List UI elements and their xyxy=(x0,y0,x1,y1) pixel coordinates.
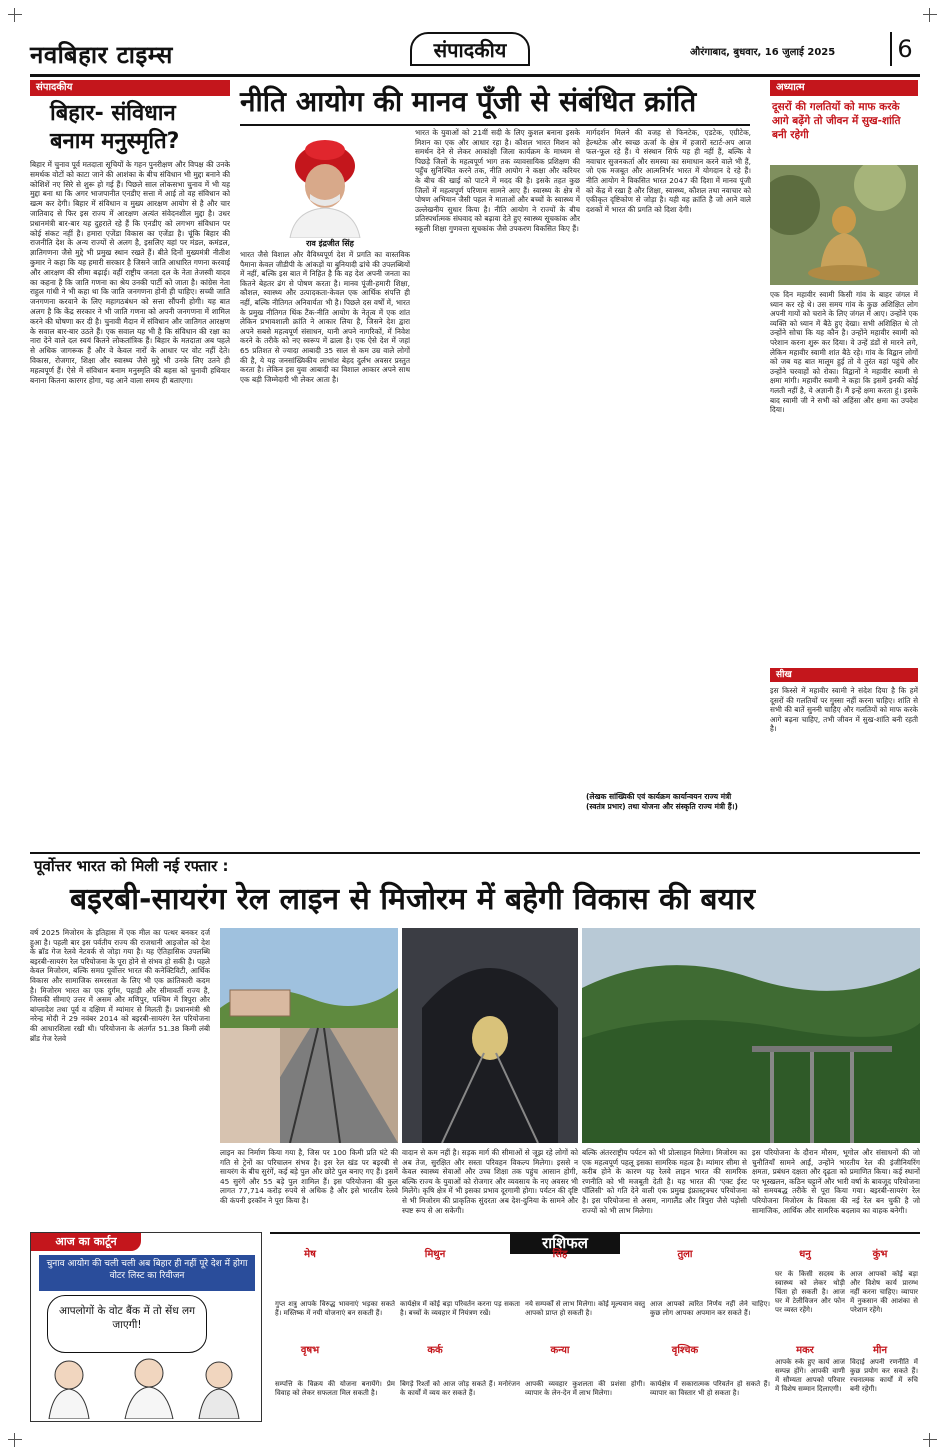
rashi-meen-name: मीन xyxy=(872,1345,888,1356)
rashi-mithun-name: मिथुन xyxy=(424,1249,446,1260)
author-byline: राव इंद्रजीत सिंह xyxy=(306,239,354,248)
editorial-headline-rule xyxy=(240,124,750,126)
rashi-dhanu-name: धनु xyxy=(799,1249,811,1260)
rashi-tula-text: आज आपको त्वरित निर्णय नहीं लेने चाहिए। कुछ लोग आपका अपमान कर सकते हैं। xyxy=(650,1300,770,1317)
rashi-meen-text: विदाई अपनी रणनीति में कुछ प्रयोग कर सकते हैं। रचनात्मक कार्यों में रुचि बनी रहेगी। xyxy=(850,1358,918,1393)
author-photo xyxy=(270,128,380,238)
section-tab: संपादकीय xyxy=(410,32,530,66)
left-body: बिहार में चुनाव पूर्व मतदाता सूचियों के गहन पुनरीक्षण और विपक्ष की उनके समर्थक वोटों को काटा जाने की आशंका के बीच संविधान भी मुद्दा बनाने की कोशिशें नए सिरे से शुरू हो गई हैं। पिछले साल लोकसभा चुनाव में भी यह मुद्दा बना था कि अगर भाजपानीत एनडीए सत्ता में आई तो वह संविधान को खत्म कर देगी। बिहार में संविधान व मुख्य आरक्षण आयोग से है और चार जातिवाद से फिर इस राज्य में आरक्षण अत्यंत संवेदनशील मुद्दा है। उधर प्रधानमंत्री बार-बार यह दुहराते रहे हैं कि एनडीए को लगभग संविधान पर कोई संकट नहीं है। हमारा एजेंडा विकास का एजेंडा है। चूंकि बिहार की राजनीति देश के अन्य राज्यों से अलग है, इसलिए यहां पर मंडल, कमंडल, ज्ञातिगणना जैसे मुद्दे भी प्रमुख स्थान रखते हैं। बीते दिनों मुख्यमंत्री नीतीश कुमार ने कहा कि यह हमारी सरकार है जिसने जाति आधारित गणना करवाई और आरक्षण की सीमा बढ़ाई। वहीं राष्ट्रीय जनता दल के नेता तेजस्वी यादव का कहना है कि जाति गणना का श्रेय उनकी पार्टी को जाता है। कांग्रेस नेता राहुल गांधी ने भी कहा था कि जाति जनगणना होनी ही चाहिए। सच्ची जाति जनगणना करवाने के लिए महागठबंधन को सत्ता सौंपनी होगी। यह बात अलग है कि केंद्र सरकार ने भी जाति गणना को अपनी जनगणना में शामिल करने की घोषणा कर दी है। चुनावी मैदान में संविधान और जातिगत आरक्षण के सवाल बार-बार उठते हैं। एक सवाल यह भी है कि संविधान की रक्षा का नारा देने वाले दल स्वयं कितने लोकतांत्रिक हैं। बिहार के मतदाता अब पहले से अधिक जागरूक हैं और वे केवल नारों के आधार पर वोट नहीं देते। विकास, रोजगार, शिक्षा और स्वास्थ्य जैसे मुद्दे भी उनके लिए उतने ही महत्वपूर्ण हैं। ऐसे में संविधान बनाम मनुस्मृति की बहस को चुनावी हथियार बनाना कितना कारगर होगा, यह आने वाला समय ही बताएगा। xyxy=(30,160,230,385)
rashi-vrishchik-text: कार्यक्षेत्र में सकारात्मक परिवर्तन हो सकते हैं। व्यापार का विस्तार भी हो सकता है। xyxy=(650,1380,770,1397)
registration-mark xyxy=(923,8,937,22)
lesson-body: इस किस्से में महावीर स्वामी ने संदेश दिया है कि हमें दूसरों की गलतियों पर गुस्सा नहीं करना चाहिए। शांति से सभी की बातें सुननी चाहिए और गलतियों को माफ करके आगे बढ़ना चाहिए, तभी जीवन में सुख-शांति बनी रहती है। xyxy=(770,686,918,734)
right-section-label: अध्यात्म xyxy=(770,80,918,96)
registration-mark xyxy=(923,1433,937,1447)
rail-col-5: इस परियोजना के दौरान मौसम, भूगोल और संसाधनों की जो चुनौतियाँ सामने आईं, उन्होंने भारतीय रेल की इंजीनियरिंग क्षमता, प्रबंधन दक्षता और दृढ़ता को प्रमाणित किया। कई स्थानों पर भूस्खलन, कठिन चट्टानें और भारी वर्षा के बावजूद परियोजना को समयबद्ध तरीके से पूरा किया गया। बइरबी-सायरंग रेल परियोजना मिजोरम के विकास की नई रेल बन चुकी है जो सामाजिक, आर्थिक और सामरिक बदलाव का वाहक बनेगी। xyxy=(752,1148,920,1215)
dateline: औरंगाबाद, बुधवार, 16 जुलाई 2025 xyxy=(690,47,836,58)
cartoon-label: आज का कार्टून xyxy=(31,1233,141,1251)
rail-col-3: वादान से कम नहीं है। सड़क मार्ग की सीमाओं से जूझ रहे लोगों को अब तेज, सुरक्षित और सस्ता परिवहन विकल्प मिलेगा। इससे न केवल स्वास्थ्य सेवाओं और उच्च शिक्षा तक पहुंच आसान होगी, बल्कि राज्य के युवाओं को रोजगार और व्यवसाय के नए अवसर भी मिलेंगे। कृषि क्षेत्र में भी इसका प्रभाव दूरगामी होगा। पर्यटन की दृष्टि से भी मिजोरम की प्राकृतिक सुंदरता अब देश-दुनिया के सामने और स्पष्ट रूप से आ सकेगी। xyxy=(402,1148,578,1215)
rashi-kark-name: कर्क xyxy=(427,1345,443,1356)
masthead-rule xyxy=(30,74,920,77)
registration-mark xyxy=(8,8,22,22)
editorial-footer-note: (लेखक सांख्यिकी एवं कार्यक्रम कार्यान्वयन राज्य मंत्री (स्वतंत्र प्रभार) तथा योजना और संस्कृति राज्य मंत्री हैं।) xyxy=(586,792,738,811)
rail-photo-bridge xyxy=(582,928,920,1143)
meditation-photo xyxy=(770,165,918,285)
editorial-col-1: भारत जैसे विशाल और वैविध्यपूर्ण देश में प्रगति का वास्तविक पैमाना केवल जीडीपी के आंकड़ों या बुनियादी ढांचे की उपलब्धियों में नहीं, बल्कि इस बात में निहित है कि वह देश अपनी जनता का कितने बेहतर ढंग से पोषण करता है। मानव पूंजी-हमारी शिक्षा, कौशल, स्वास्थ्य और उत्पादकता-केवल एक आर्थिक संपत्ति ही नहीं, बल्कि नीतिगत अनिवार्यता भी है। पिछले दस वर्षों में, भारत के प्रमुख नीतिगत थिंक टैंक-नीति आयोग के नेतृत्व में एक शांत लेकिन प्रभावशाली क्रांति ने आकार लिया है, जिसने देश द्वारा अपने सबसे महत्वपूर्ण संसाधन, यानी अपने नागरिकों, में निवेश करने के तरीके को नए स्वरूप में ढाला है। एक ऐसे देश में जहां 65 प्रतिशत से ज्यादा आबादी 35 साल से कम उम्र वाले लोगों की है, ये यह जनसांख्यिकीय लाभांश बेहद दुर्लभ अवसर प्रस्तुत करता है। लेकिन इस युवा आबादी का विशाल आकार अपने साथ एक बड़ी जिम्मेदारी भी लेकर आता है। xyxy=(240,250,410,384)
rashi-kumbh-text: आज आपको कोई बड़ा और विशेष कार्य प्रारम्भ नहीं करना चाहिए। व्यापार में नुकसान की आशंका से परेशान रहेंगे। xyxy=(850,1270,918,1314)
rashi-makar-name: मकर xyxy=(796,1345,814,1356)
left-section-label: संपादकीय xyxy=(30,80,230,96)
editorial-col-2: भारत के युवाओं को 21वीं सदी के लिए कुशल बनाना इसके मिशन का एक और आधार रहा है। कौशल भारत मिशन को समर्थन देने से लेकर आकांक्षी जिला कार्यक्रम के माध्यम से पिछड़े जिलों के महत्वपूर्ण भाग तक व्यावसायिक प्रशिक्षण की पहुँच सुनिश्चित करने तक, नीति आयोग ने कक्षा और करियर के बीच की खाई को पाटने में मदद की है। इसके तहत कुछ जिलों में महत्वपूर्ण परिणाम सामने आए हैं। स्वास्थ्य के क्षेत्र में पोषण अभियान जैसी पहल ने माताओं और बच्चों के स्वास्थ्य में उल्लेखनीय सुधार किया है। नीति आयोग ने राज्यों के बीच प्रतिस्पर्धात्मक संघवाद को बढ़ावा देते हुए स्वास्थ्य सूचकांक और स्कूली शिक्षा गुणवत्ता सूचकांक जैसे उपकरण विकसित किए हैं। xyxy=(415,128,580,233)
rashi-singh-name: सिंह xyxy=(552,1249,568,1260)
cartoon-box xyxy=(30,1232,262,1422)
rashi-singh-text: नये सम्पर्कों से लाभ मिलेगा। कोई मूल्यवान वस्तु आपको प्राप्त हो सकती है। xyxy=(525,1300,645,1317)
rashifal-title: राशिफल xyxy=(510,1232,620,1254)
rail-col-4: बल्कि अंतरराष्ट्रीय पर्यटन को भी प्रोत्साहन मिलेगा। मिजोरम का एक महत्वपूर्ण पहलू इसका सामरिक महत्व है। म्यांमार सीमा से करीब होने के कारण यह रेलवे लाइन भारत की सामरिक रणनीति को भी मजबूती देती है। यह भारत की 'एक्ट ईस्ट पॉलिसी' को गति देने वाली एक प्रमुख इंफ्रास्ट्रक्चर परियोजना है। इस परियोजना से असम, नागालैंड और त्रिपुरा जैसे पड़ोसी राज्यों को भी लाभ मिलेगा। xyxy=(582,1148,747,1215)
rashi-makar-text: आपके रुके हुए कार्य आज सम्पन्न होंगे। आपकी वाणी में सौम्यता आपको परिवार में विशेष सम्मान दिलाएगी। xyxy=(775,1358,845,1393)
cartoon-illustration xyxy=(39,1355,255,1419)
left-title: बिहार- संविधान बनाम मनुस्मृति? xyxy=(50,101,180,154)
rashi-vrishabh-name: वृषभ xyxy=(300,1345,320,1356)
editorial-col-3: मार्गदर्शन मिलने की वजह से फिनटेक, एडटेक, एग्रीटेक, हेल्थटेक और स्वच्छ ऊर्जा के क्षेत्र में हजारों स्टार्ट-अप आज फल-फूल रहे हैं। ये संस्थान सिर्फ यह ही नहीं हैं, बल्कि वे नवाचार सुजनकर्ता और समस्या का समाधान करने वाले भी हैं, जो एक मजबूत और आत्मनिर्भर भारत में योगदान दे रहे हैं। नीति आयोग ने विकसित भारत 2047 की दिशा में मानव पूंजी को केंद्र में रखा है और शिक्षा, स्वास्थ्य, कौशल तथा नवाचार को एकीकृत दृष्टिकोण से जोड़ा है। यही वह क्रांति है जो आने वाले दशकों में भारत की प्रगति को दिशा देगी। xyxy=(586,128,751,214)
rail-top-rule xyxy=(30,852,920,854)
lesson-label: सीख xyxy=(770,668,918,682)
rail-headline: बइरबी-सायरंग रेल लाइन से मिजोरम में बहेगी विकास की बयार xyxy=(70,882,755,917)
rail-col-1: वर्ष 2025 मिजोरम के इतिहास में एक मील का पत्थर बनकर दर्ज हुआ है। पहली बार इस पर्वतीय राज्य की राजधानी आइजोल को देश के ब्रॉड गेज रेलवे नेटवर्क से जोड़ा गया है। यह ऐतिहासिक उपलब्धि बइरबी-सायरंग रेल परियोजना के पूरा होने से संभव हो सकी है। पहले केवल मिजोरम, बल्कि समग्र पूर्वोत्तर भारत की कनेक्टिविटी, आर्थिक विकास और सामाजिक समरसता के लिए भी एक क्रांतिकारी कदम है। मिजोरम भारत का एक दुर्गम, पहाड़ी और सीमावर्ती राज्य है, जिसकी सीमाएं उत्तर में असम और मणिपुर, पश्चिम में त्रिपुरा और बांग्लादेश तथा पूर्व व दक्षिण में म्यांमार से मिलती हैं। प्रधानमंत्री श्री नरेन्द्र मोदी ने 29 नवंबर 2014 को बइरबी-सायरंग रेल परियोजना की आधारशिला रखी थी। परियोजना के अंतर्गत 51.38 किमी लंबी ब्रॉड गेज रेलवे xyxy=(30,928,210,1043)
cartoon-caption: चुनाव आयोग की चली चली अब बिहार ही नहीं पूरे देश में होगा वोटर लिस्ट का रिवीजन xyxy=(39,1255,255,1291)
rail-photo-station xyxy=(220,928,398,1143)
rashi-kanya-name: कन्या xyxy=(550,1345,570,1356)
paper-name: नवबिहार टाइम्स xyxy=(30,41,173,69)
cartoon-speech: आपलोगों के वोट बैंक में तो सेंध लग जाएगी! xyxy=(47,1295,207,1353)
rashi-mithun-text: कार्यक्षेत्र में कोई बड़ा परिवर्तन करना पड़ सकता है। बच्चों के व्यवहार में नियंत्रण रखें। xyxy=(400,1300,520,1317)
rashi-kanya-text: आपकी व्यवहार कुशलता की प्रशंसा होगी। व्यापार के लेन-देन में लाभ मिलेगा। xyxy=(525,1380,645,1397)
rashi-dhanu-text-visible: घर के किसी सदस्य के स्वास्थ्य को लेकर थोड़ी चिंता हो सकती है। आज घर में टेलीविजन और फोन पर व्यस्त रहेंगे। xyxy=(775,1270,845,1314)
rashi-mesh-name: मेष xyxy=(304,1249,316,1260)
rashi-mesh-text: गुप्त शत्रु आपके विरुद्ध भावनाएं भड़का सकते हैं। मस्तिष्क में नयी योजनाएं बन सकती हैं। xyxy=(275,1300,395,1317)
right-body: एक दिन महावीर स्वामी किसी गांव के बाहर जंगल में ध्यान कर रहे थे। उस समय गांव के कुछ अशिक्षित लोग अपनी गायों को चराने के लिए जंगल में आए। उन्होंने एक व्यक्ति को ध्यान में बैठे हुए देखा। सभी अशिक्षित थे तो उन्होंने सोचा कि यह कौन है। उन्होंने महावीर स्वामी को परेशान करना शुरू कर दिया। वे उन्हें डंडों से मारने लगे, लेकिन महावीर स्वामी शांत बैठे रहे। गांव के विद्वान लोगों को जब यह बात मालूम हुई तो वे तुरंत वहां पहुंचे और उन्होंने चरवाहों को रोका। विद्वानों ने महावीर स्वामी से क्षमा मांगी। महावीर स्वामी ने कहा कि इसमें इनकी कोई गलती नहीं है, ये अज्ञानी हैं। मैं इन्हें क्षमा करता हूं। इसके बाद स्वामी जी ने सभी को अहिंसा और क्षमा का उपदेश दिया। xyxy=(770,290,918,415)
main-editorial-headline: नीति आयोग की मानव पूँजी से संबंधित क्रांति xyxy=(240,85,697,118)
rashi-kumbh-name: कुंभ xyxy=(872,1249,888,1260)
rail-photo-tunnel xyxy=(402,928,578,1143)
rashi-vrishchik-name: वृश्चिक xyxy=(671,1345,699,1356)
registration-mark xyxy=(8,1433,22,1447)
rail-col-2: लाइन का निर्माण किया गया है, जिस पर 100 किमी प्रति घंटे की गति से ट्रेनों का परिचालन संभव है। इस रेल खंड पर बइरबी से सायरंग के बीच सुरंगें, कई बड़े पुल और छोटे पुल बनाए गए हैं। इसमें 45 सुरंगें और 55 बड़े पुल शामिल हैं। इस परियोजना की कुल लागत 77,714 करोड़ रुपये से अधिक है और इसे भारतीय रेलवे की कंपनी इरकॉन ने पूरा किया है। xyxy=(220,1148,398,1205)
right-title: दूसरों की गलतियों को माफ करके आगे बढ़ेंगे तो जीवन में सुख-शांति बनी रहेगी xyxy=(772,101,901,141)
rashi-vrishabh-text: सम्पत्ति के विक्रय की योजना बनायेंगे। प्रेम विवाह को लेकर सफलता मिल सकती है। xyxy=(275,1380,395,1397)
rail-kicker: पूर्वोत्तर भारत को मिली नई रफ्तार : xyxy=(34,857,229,875)
masthead xyxy=(30,32,920,74)
rashi-kark-text: बिगड़े रिश्तों को आज जोड़ सकते हैं। मनोरंजन के कार्यों में व्यय कर सकते हैं। xyxy=(400,1380,520,1397)
rashi-tula-name: तुला xyxy=(677,1249,693,1260)
page-number: 6 xyxy=(890,32,918,66)
